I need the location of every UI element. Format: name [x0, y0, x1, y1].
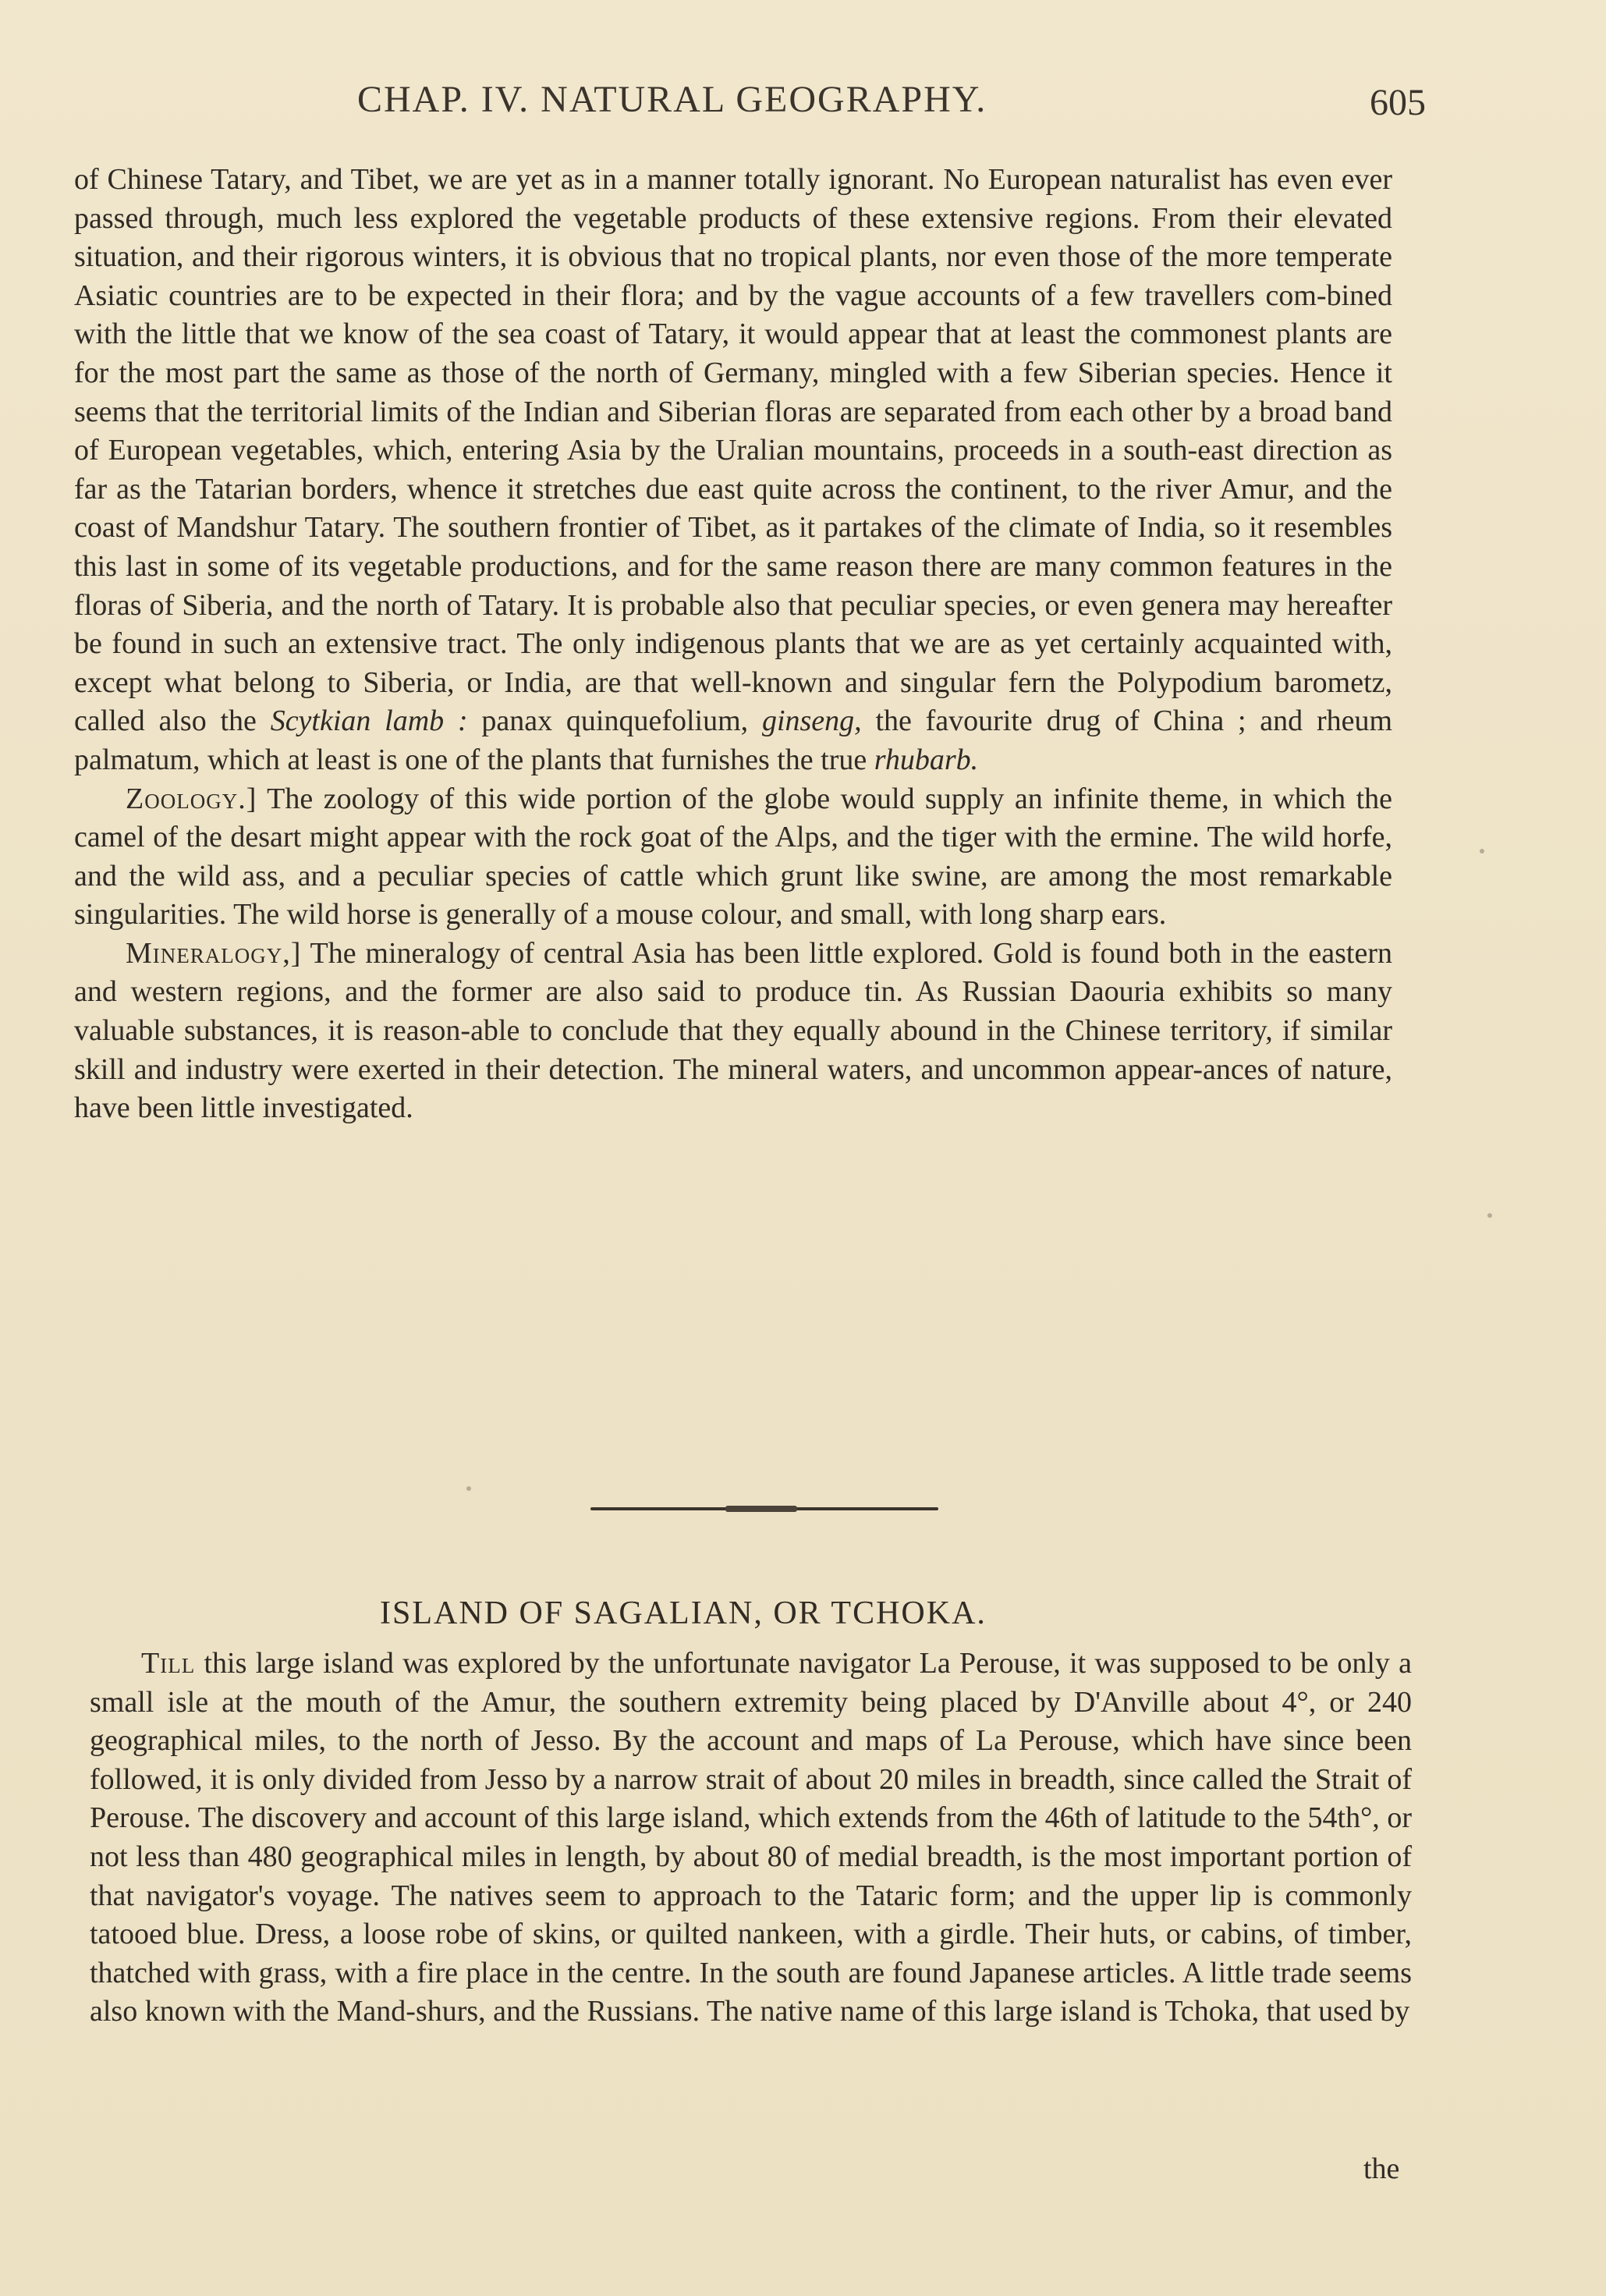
paper-speck — [1487, 1213, 1492, 1218]
paper-speck — [1480, 849, 1484, 853]
mineralogy-text: The mineralogy of central Asia has been little explored. Gold is found both in the eastern and western regions, and the former are also said to produce tin. As Russian Daouria exhibits so many valuable substances, it is reason-able to conclude that they equally abound in the Chinese territory, if similar skill and industry were exerted in their detection. The mineral waters, and uncommon appear-ances of nature, have been little investigated. — [74, 936, 1392, 1125]
ginseng-italic: ginseng, — [761, 704, 862, 738]
section-paragraph — [90, 1645, 1412, 2032]
intro-text-part-2: panax quinquefolium, — [481, 704, 749, 738]
zoology-label: Zoology.] — [126, 782, 257, 815]
section-title: ISLAND OF SAGALIAN, OR TCHOKA. — [380, 1595, 987, 1631]
section-paragraph-text: this large island was explored by the unfortunate navigator La Perouse, it was supposed to be only a small isle at the mouth of the Amur, the southern extremity being placed by D'Anville about 4°, or 240 geographical miles, to the north of Jesso. By the account and maps of La Perouse, which have since been followed, it is only divided from Jesso by a narrow strait of about 20 miles in breadth, since called the Strait of Perouse. The discovery and account of this large island, which extends from the 46th of latitude to the 54th°, or not less than 480 geographical miles in length, by about 80 of medial breadth, is the most important portion of that navigator's voyage. The natives seem to approach to the Tataric form; and the upper lip is commonly tatooed blue. Dress, a loose robe of skins, or quilted nankeen, with a girdle. Their huts, or cabins, of timber, thatched with grass, with a fire place in the centre. In the south are found Japanese articles. A little trade seems also known with the Mand-shurs, and the Russians. The native name of this large island is Tchoka, that used by — [90, 1647, 1412, 2028]
zoology-paragraph — [74, 780, 1392, 935]
catchword: the — [1363, 2152, 1400, 2185]
page-number: 605 — [1370, 82, 1426, 123]
rhubarb-italic: rhubarb. — [874, 743, 979, 776]
running-head: CHAP. IV. NATURAL GEOGRAPHY. — [357, 79, 987, 120]
decorative-rule — [590, 1507, 938, 1510]
section-text-block — [90, 1645, 1412, 2032]
zoology-text: The zoology of this wide portion of the globe would supply an infinite theme, in which the camel of the desart might appear with the rock goat of the Alps, and the tiger with the ermine. The wild horfe, and the wild ass, and a peculiar species of cattle which grunt like swine, are among the most remarkable singularities. The wild horse is generally of a mouse colour, and small, with long sharp ears. — [74, 782, 1392, 932]
section-lead-word: Till — [141, 1647, 196, 1680]
intro-text-part-1: of Chinese Tatary, and Tibet, we are yet as in a manner totally ignorant. No European naturalist has even ever passed through, much less explored the vegetable products of these extensive regions. From their elevated situation, and their rigorous winters, it is obvious that no tropical plants, nor even those of the more temperate Asiatic countries are to be expected in their flora; and by the vague accounts of a few travellers com-bined with the little that we know of the sea coast of Tatary, it would appear that at least the commonest plants are for the most part the same as those of the north of Germany, mingled with a few Siberian species. Hence it seems that the territorial limits of the Indian and Siberian floras are separated from each other by a broad band of European vegetables, which, entering Asia by the Uralian mountains, proceeds in a south-east direction as far as the Tatarian borders, whence it stretches due east quite across the continent, to the river Amur, and the coast of Mandshur Tatary. The southern frontier of Tibet, as it partakes of the climate of India, so it resembles this last in some of its vegetable productions, and for the same reason there are many common features in the floras of Siberia, and the north of Tatary. It is probable also that peculiar species, or even genera may hereafter be found in such an extensive tract. The only indigenous plants that we are as yet certainly acquainted with, except what belong to Siberia, or India, are that well-known and singular fern the Polypodium barometz, called also the — [74, 163, 1392, 738]
mineralogy-label: Mineralogy,] — [126, 936, 302, 970]
intro-paragraph — [74, 161, 1392, 780]
main-text-block — [74, 161, 1392, 1128]
paper-speck — [466, 1486, 471, 1491]
intro-text-part-3: the favourite drug of China ; and rheum palmatum, which at least is one of the plants that furnishes the true — [74, 704, 1393, 776]
mineralogy-paragraph — [74, 935, 1392, 1128]
scythian-lamb-italic: Scytkian lamb : — [270, 704, 468, 738]
